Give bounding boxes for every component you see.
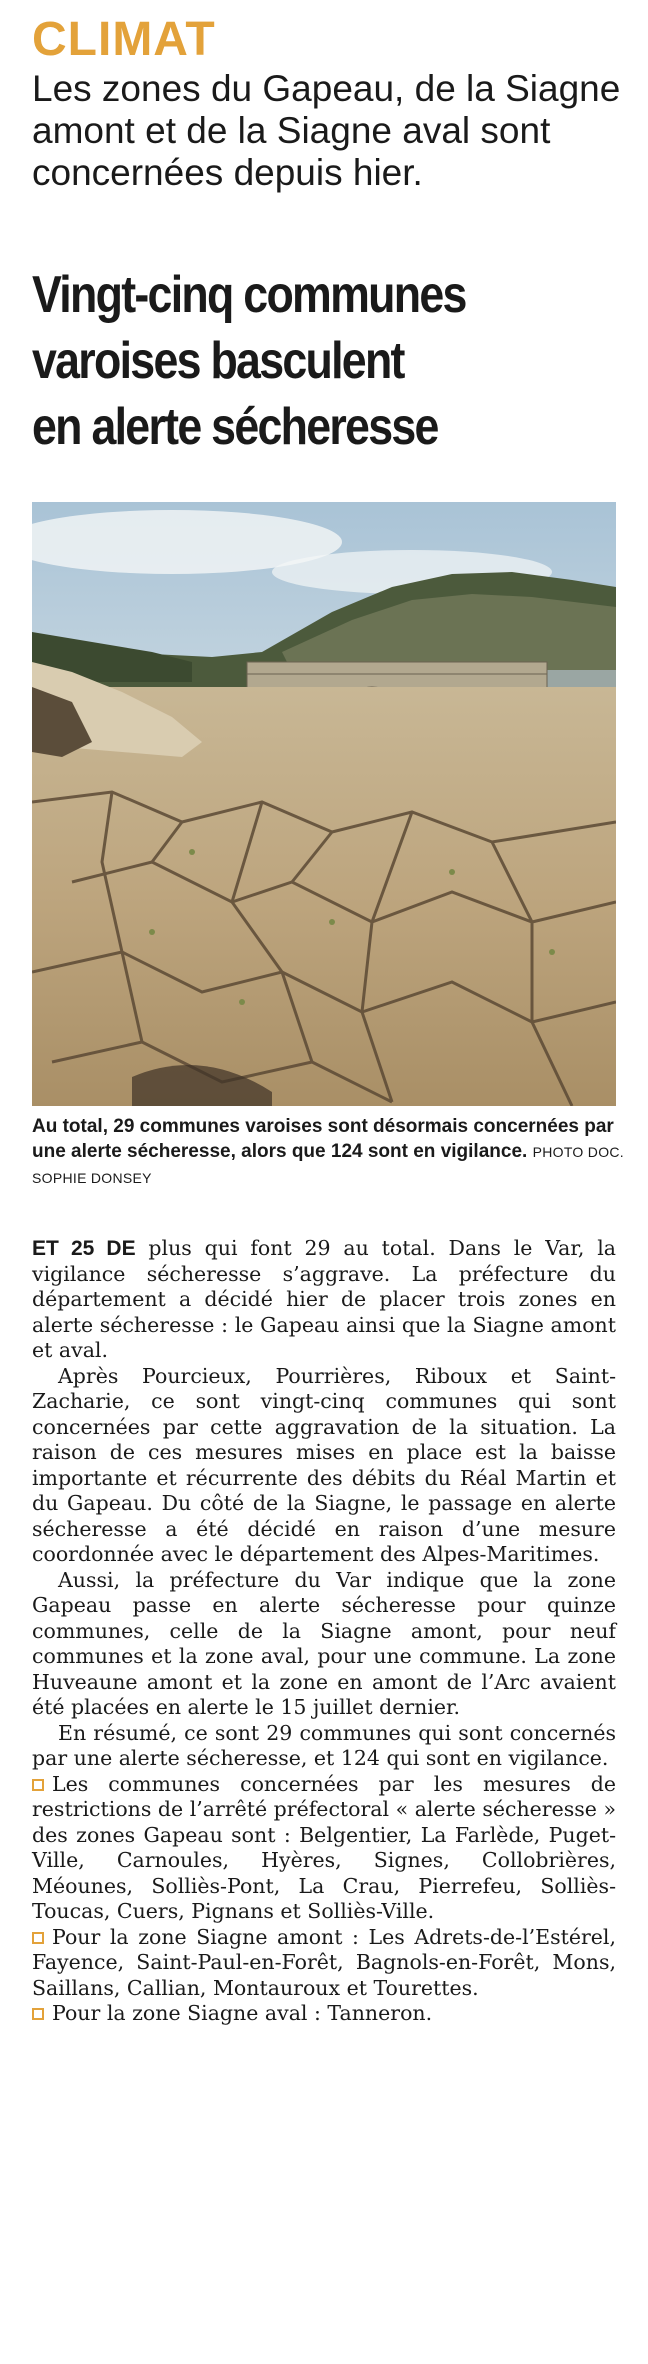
lead-in: ET 25 DE — [32, 1237, 136, 1260]
photo-caption — [32, 1114, 628, 1191]
headline-line: Vingt-cinq communes — [32, 266, 466, 324]
paragraph-text: plus qui font 29 au total. Dans le Var, la vigilance sécheresse s’aggrave. La préfecture du département a décidé hier de placer trois zones en alerte sécheresse : le Gapeau ainsi que la Siagne amont et aval. — [32, 1236, 616, 1362]
paragraph — [32, 1236, 616, 1364]
article-body — [32, 1236, 616, 2027]
article-headline — [32, 262, 548, 460]
square-bullet-icon — [32, 2008, 44, 2020]
headline-line: varoises basculent — [32, 332, 404, 390]
paragraph: En résumé, ce sont 29 communes qui sont concernés par une alerte sécheresse, et 124 qui sont en vigilance. — [32, 1720, 616, 1770]
bullet-text: Pour la zone Siagne aval : Tanneron. — [52, 2001, 433, 2025]
bullet-paragraph — [32, 1772, 616, 1925]
bullet-text: Pour la zone Siagne amont : Les Adrets-de-l’Estérel, Fayence, Saint-Paul-en-Forêt, Bagnols-en-Forêt, Mons, Saillans, Callian, Montauroux et Tourettes. — [32, 1924, 616, 2000]
paragraph: Après Pourcieux, Pourrières, Riboux et Saint-Zacharie, ce sont vingt-cinq communes qui sont concernées par cette aggravation de la situation. La raison de ces mesures mises en place est la baisse importante et récurrente des débits du Réal Martin et du Gapeau. Du côté de la Siagne, le passage en alerte sécheresse a été décidé en raison d’une mesure coordonnée avec le département des Alpes-Maritimes. — [32, 1363, 616, 1566]
paragraph: Aussi, la préfecture du Var indique que la zone Gapeau passe en alerte sécheresse pour quinze communes, celle de la Siagne amont, pour neuf communes et la zone aval, pour une commune. La zone Huveaune amont et la zone en amont de l’Arc avaient été placées en alerte le 15 juillet dernier. — [32, 1567, 616, 1719]
article-subtitle: Les zones du Gapeau, de la Siagne amont et de la Siagne aval sont concernées depuis hier. — [32, 68, 621, 193]
article-photo — [32, 502, 616, 1106]
dry-riverbed-bridge-photo — [32, 502, 616, 1106]
headline-line: en alerte sécheresse — [32, 398, 438, 456]
section-kicker: CLIMAT — [32, 13, 216, 66]
bullet-paragraph — [32, 1925, 616, 2002]
bullet-paragraph — [32, 2001, 616, 2027]
caption-text: Au total, 29 communes varoises sont désormais concernées par une alerte sécheresse, alors que 124 sont en vigilance. — [32, 1116, 614, 1162]
photo-credit: PHOTO DOC. SOPHIE DONSEY — [32, 1144, 624, 1186]
square-bullet-icon — [32, 1779, 44, 1791]
square-bullet-icon — [32, 1932, 44, 1944]
bullet-text: Les communes concernées par les mesures de restrictions de l’arrêté préfectoral « alerte sécheresse » des zones Gapeau sont : Belgentier, La Farlède, Puget-Ville, Carnoules, Hyères, Signes, Collobrières, Méounes, Solliès-Pont, La Crau, Pierrefeu, Solliès-Toucas, Cuers, Pignans et Solliès-Ville. — [32, 1771, 616, 1923]
